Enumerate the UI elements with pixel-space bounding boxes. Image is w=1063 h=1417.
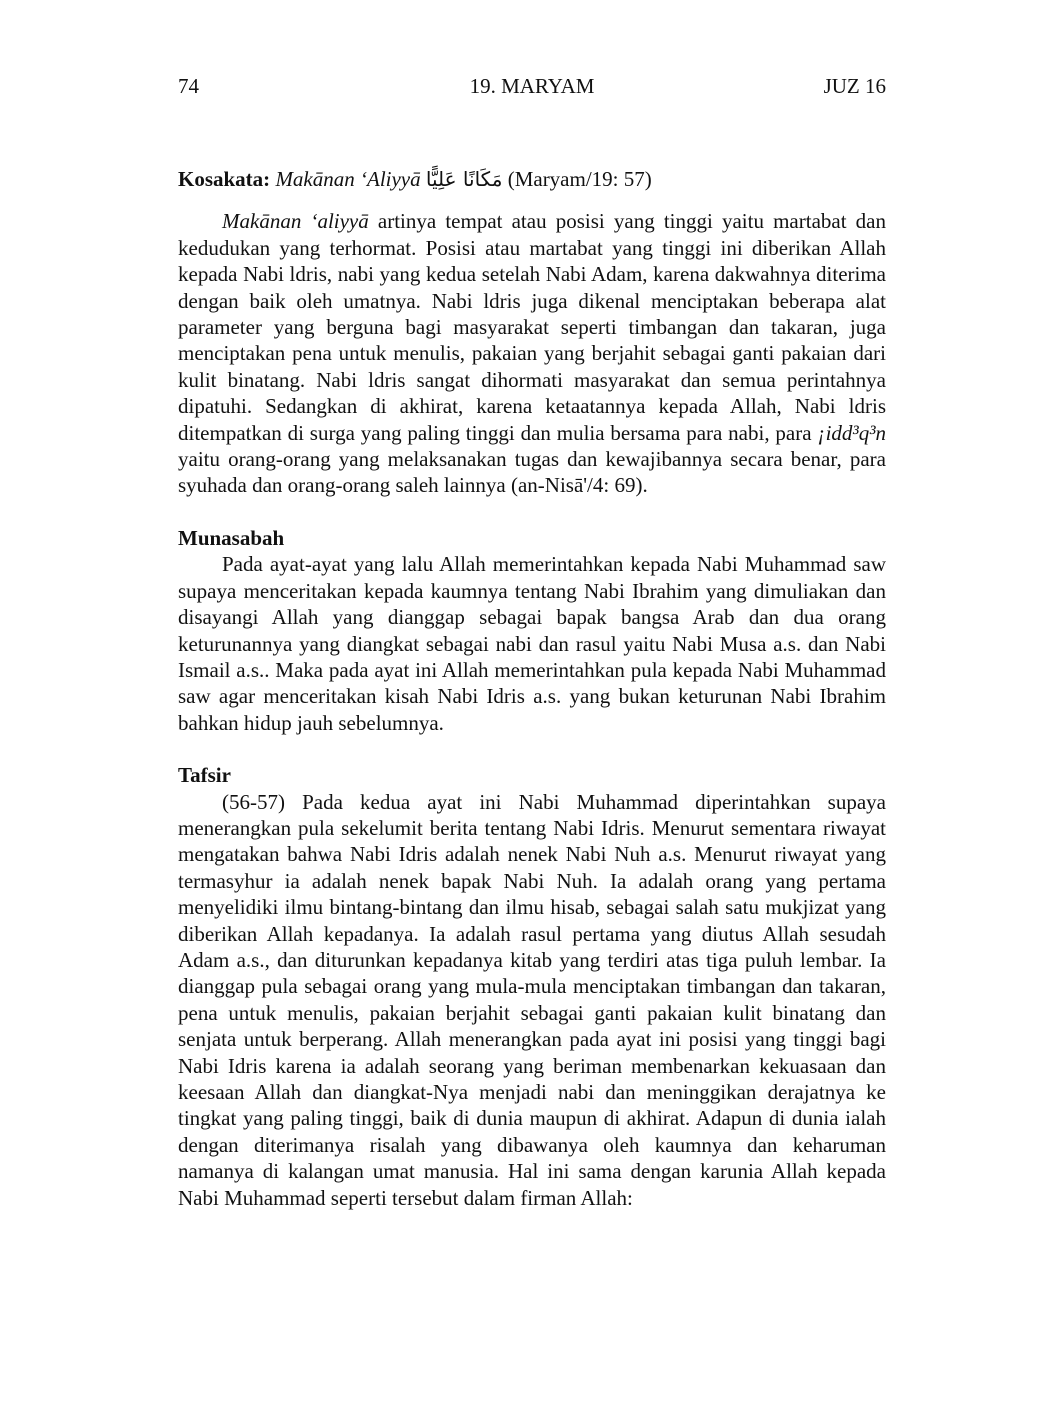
- kosakata-para-text-b: yaitu orang-orang yang melaksanakan tugas dan kewajibannya secara benar, para syuhada dan orang-orang saleh lainnya (an-Nisā'/4: 69).: [178, 447, 886, 498]
- kosakata-reference: (Maryam/19: 57): [507, 167, 652, 191]
- page-number: 74: [178, 74, 199, 98]
- kosakata-heading: [178, 166, 886, 192]
- kosakata-label: Kosakata:: [178, 167, 271, 191]
- kosakata-para-text-a: artinya tempat atau posisi yang tinggi yaitu martabat dan kedudukan yang terhormat. Posisi atau martabat yang tinggi ini diberikan Allah kepada Nabi ldris, nabi yang kedua setelah Nabi Adam, karena dakwahnya diterima dengan baik oleh umatnya. Nabi ldris juga dikenal menciptakan beberapa alat parameter yang berguna bagi masyarakat seperti timbangan dan takaran, juga menciptakan pena untuk menulis, pakaian yang berjahit sebagai ganti pakaian dari kulit binatang. Nabi ldris sangat dihormati masyarakat dan semua perintahnya dipatuhi. Sedangkan di akhirat, karena ketaatannya kepada Allah, Nabi ldris ditempatkan di surga yang paling tinggi dan mulia bersama para nabi, para: [178, 209, 886, 445]
- tafsir-paragraph: (56-57) Pada kedua ayat ini Nabi Muhammad diperintahkan supaya menerangkan pula sekelumit berita tentang Nabi Idris. Menurut sementara riwayat mengatakan bahwa Nabi Idris adalah nenek Nabi Nuh a.s. Menurut riwayat yang termasyhur ia adalah nenek bapak Nabi Nuh. Ia adalah orang yang pertama menyelidiki ilmu bintang-bintang dan ilmu hisab, sebagai salah satu mukjizat yang diberikan Allah kepadanya. Ia adalah rasul pertama yang diutus Allah sesudah Adam a.s., dan diturunkan kepadanya kitab yang terdiri atas tiga puluh lembar. Ia dianggap pula sebagai orang yang mula-mula menciptakan timbangan dan takaran, pena untuk menulis, pakaian berjahit sebagai ganti pakaian kulit binatang dan senjata untuk berperang. Allah menerangkan pada ayat ini posisi yang tinggi bagi Nabi Idris karena ia adalah seorang yang beriman membenarkan kekuasaan dan keesaan Allah dan diangkat-Nya menjadi nabi dan meninggikan derajatnya ke tingkat yang paling tinggi, baik di dunia maupun di akhirat. Adapun di dunia ialah dengan diterimanya risalah yang dibawanya oleh kaumnya dan keharuman namanya di kalangan umat manusia. Hal ini sama dengan karunia Allah kepada Nabi Muhammad seperti tersebut dalam firman Allah:: [178, 789, 886, 1210]
- munasabah-heading: Munasabah: [178, 525, 285, 550]
- chapter-title: 19. MARYAM: [469, 74, 595, 98]
- page-header: [178, 74, 886, 102]
- section-gap: [178, 736, 886, 762]
- page-body: [178, 166, 886, 1211]
- munasabah-paragraph: Pada ayat-ayat yang lalu Allah memerintahkan kepada Nabi Muhammad saw supaya menceritakan kepada kaumnya tentang Nabi Ibrahim yang dimuliakan dan disayangi Allah yang dianggap sebagai bapak bangsa Arab dan dua orang keturunannya yang diangkat sebagai nabi dan rasul yaitu Nabi Musa a.s. dan Nabi Ismail a.s.. Maka pada ayat ini Allah memerintahkan pula kepada Nabi Muhammad saw agar menceritakan kisah Nabi Idris a.s. yang bukan keturunan Nabi Ibrahim bahkan hidup jauh sebelumnya.: [178, 552, 886, 735]
- juz-label: JUZ 16: [823, 74, 886, 98]
- tafsir-heading: Tafsir: [178, 763, 231, 788]
- kosakata-para-italic-word: ¡idd³q³n: [817, 420, 886, 445]
- section-gap: [178, 499, 886, 525]
- kosakata-arabic: مَكَانًا عَلِيًّا: [425, 167, 503, 191]
- kosakata-paragraph: [178, 208, 886, 498]
- kosakata-term: Makānan ‘Aliyyā: [275, 167, 421, 191]
- kosakata-para-lead: Makānan ‘aliyyā: [222, 209, 369, 234]
